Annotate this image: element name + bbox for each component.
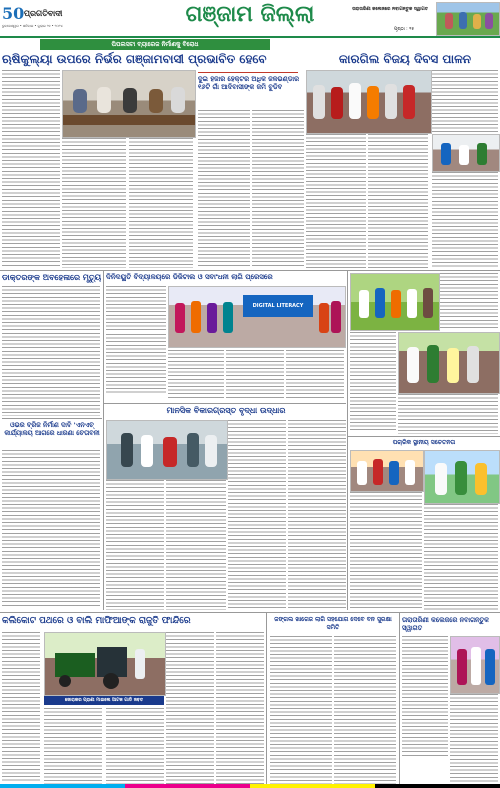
headline-3: ଡାକ୍ତରଙ୍କ ଅବହେଳାରେ ମୃତ୍ୟୁ (2, 273, 102, 282)
kargil-photo-2 (432, 134, 500, 172)
elder-rescue-photo (106, 420, 228, 480)
meeting-photo (62, 70, 196, 138)
subhead-1 (198, 72, 302, 92)
awareness-photo (350, 450, 424, 492)
gopalpur-photo (350, 273, 440, 331)
headline-2: କାରଗିଲ ବିଜୟ ଦିବସ ପାଳନ (338, 52, 472, 66)
subhead-1-text: ଦୁଇ ହଜାର ହେକ୍ଟର ଅଧିକ ଜଳଭଣ୍ଡାର ୧୬ଟି ଗାଁ ଆଦିବାସୀଙ୍କ ଜମି ବୁଡିବ (198, 75, 300, 92)
forest-photo (398, 332, 500, 394)
teaser-box (346, 4, 434, 24)
digital-banner (243, 295, 313, 317)
headline-11: ତାରାତାରିଣୀ କଲେଜରେ ନବାଗନ୍ତୁକ ସ୍ୱାଗତ (402, 616, 489, 632)
dateline: ଭୁବନେଶ୍ୱର • ଶନିବାର • ଜୁଲାଇ ୨୭ • ୨୦୨୪ (2, 24, 63, 28)
digital-literacy-photo (168, 286, 346, 348)
kargil-photo-1 (306, 70, 432, 134)
sapling-photo (424, 450, 500, 504)
seized-vehicle-photo (44, 632, 166, 696)
newspaper-logo (2, 4, 88, 24)
headline-10: ଜଙ୍ଗଲ ଖାଗେଜ ଲାଗି ସହଯୋଗ ଦେବେ ବନ ସୁରକ୍ଷା ସମିତି (274, 616, 392, 631)
page-number: ପୃଷ୍ଠା : ୧୫ (394, 27, 415, 32)
headline-7: ପଚାରିକ ସ୍ଥାନୀୟ ସଚେତନତା (392, 439, 456, 446)
headline-6: ମାନସିକ ବିକାରଗ୍ରସ୍ତ ବୃଦ୍ଧା ଉଦ୍ଧାର (166, 406, 286, 415)
logo-brand: ପ୍ରଗତିବାଦୀ (24, 9, 63, 18)
headline-9: କଲିକୋଟ ପଥରେ ଓ ବାଲି ମାଫିଆଙ୍କ ରାଜୁତି ଫାନ୍ଦିରେ (2, 616, 191, 626)
digital-banner-text: DIGITAL LITERACY (252, 303, 304, 309)
college-photo (450, 636, 500, 694)
headline-4: ଦିନିଦୟୁତି ବିଦ୍ୟାଳୟରେ ଡିଜିଟାଲ ଓ ସବାଂଧନୀ ଲାଗି ପ୍ରେସରେ (106, 273, 273, 281)
headline-1: ଋଷିକୁଲ୍ୟା ଉପରେ ନିର୍ଭର ଗଞ୍ଜାମବାସୀ ପ୍ରଭାବିତ ହେବେ (2, 52, 267, 66)
caption-1: ଜୋରାକର ପ୍ରାଣୀ ମାଇଲେ ଆଟକ ଗାଡି ଜବତ (44, 696, 164, 705)
section-title: ଗଞ୍ଜାମ ଜିଲ୍ଲା (185, 2, 315, 27)
kicker-1: ପିପଲସଟା ବ୍ୟାରେଜ ନିର୍ମାଣକୁ ବିରୋଧ (40, 39, 270, 50)
masthead (0, 0, 500, 36)
teaser-text: ତାରାତାରିଣୀ କଲେଜରେ ନବାଗନ୍ତୁକ ସ୍ୱାଗତ (352, 7, 428, 12)
color-bar (0, 784, 500, 788)
logo-number: 50 (2, 4, 25, 23)
teaser-photo (436, 2, 500, 36)
headline-5: ଓଭର ବ୍ରିଜ ନିର୍ମାଣ ଦାବି 'ଏନଏଚ୍ କାର୍ଯ୍ୟାଳୟ ଆଗରେ ଧାରଣା ଚେତାବନୀ (4, 421, 100, 437)
